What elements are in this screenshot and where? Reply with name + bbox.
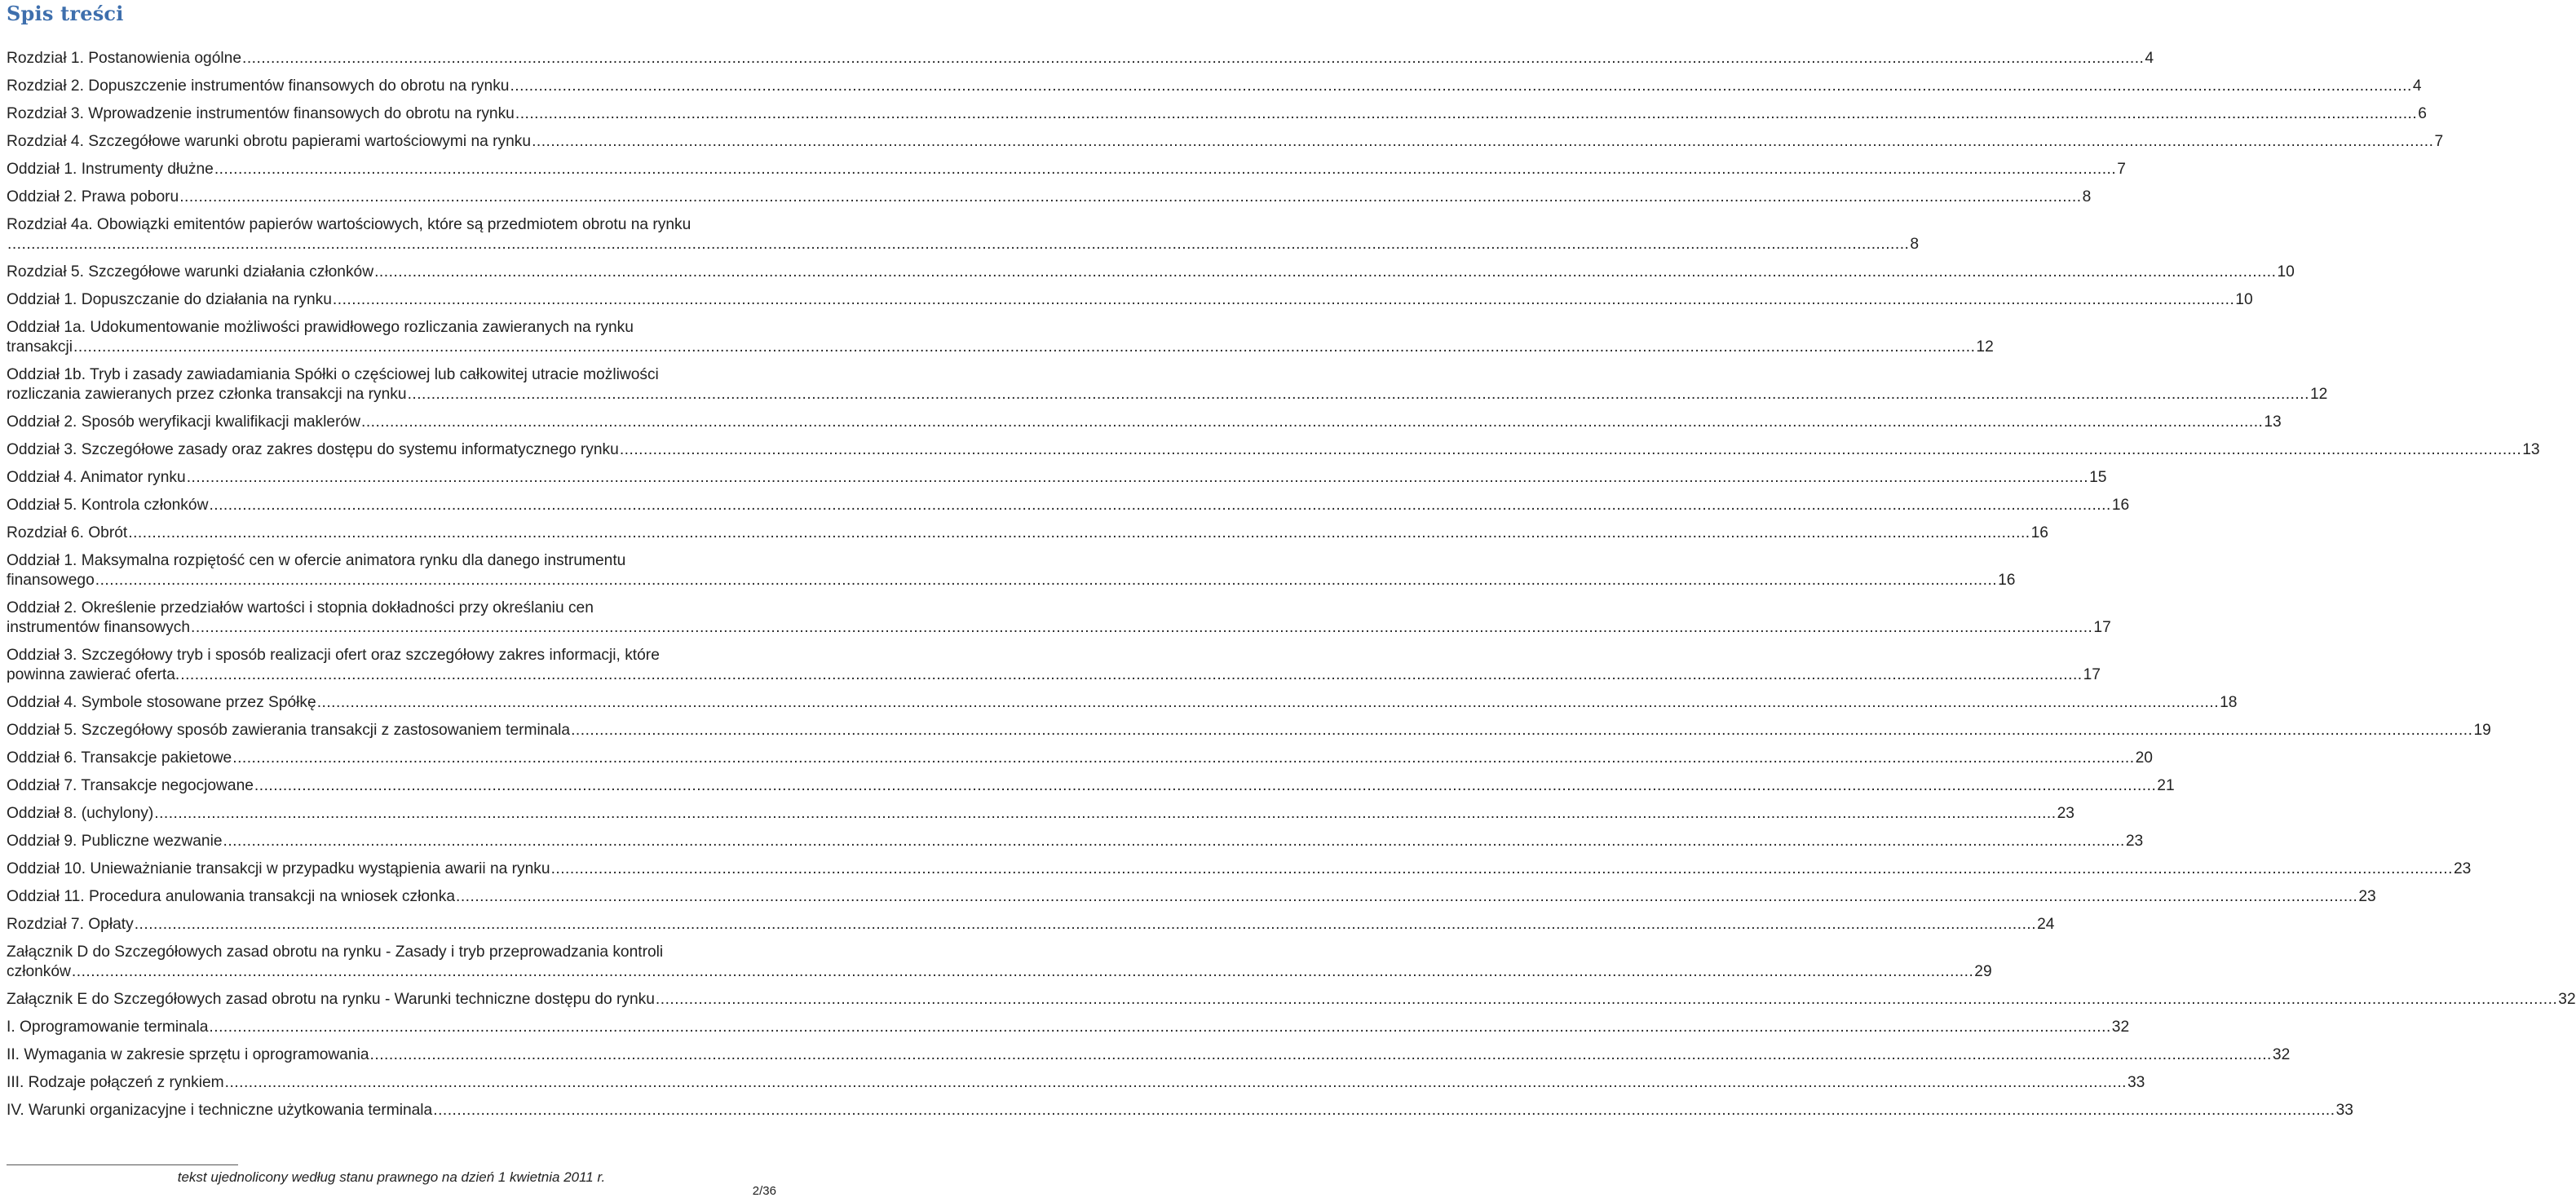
dot-leader: ................................................................................................................................................................................................................................................................................................................................................................................................................ xyxy=(361,413,2264,431)
toc-entry-line xyxy=(7,804,2074,824)
dot-leader: ................................................................................................................................................................................................................................................................................................................................................................................................................ xyxy=(209,1019,2111,1036)
page-title: Spis treści xyxy=(7,2,124,25)
toc-entry[interactable] xyxy=(7,413,2282,432)
toc-entry-title: Rozdział 2. Dopuszczenie instrumentów finansowych do obrotu na rynku xyxy=(7,77,510,95)
toc-entry-title: Oddział 5. Kontrola członków xyxy=(7,497,209,514)
toc-entry-title: Rozdział 4. Szczegółowe warunki obrotu papierami wartościowymi na rynku xyxy=(7,133,532,150)
toc-entry-line xyxy=(7,915,2055,935)
toc-entry[interactable] xyxy=(7,1073,2145,1093)
toc-entry[interactable] xyxy=(7,990,2576,1010)
toc-entry-line xyxy=(7,77,2422,96)
dot-leader: ................................................................................................................................................................................................................................................................................................................................................................................................................ xyxy=(433,1102,2335,1119)
dot-leader: ................................................................................................................................................................................................................................................................................................................................................................................................................ xyxy=(369,1046,2272,1063)
toc-entry-page: 12 xyxy=(2309,386,2328,403)
dot-leader: ................................................................................................................................................................................................................................................................................................................................................................................................................ xyxy=(232,749,2135,767)
toc-entry-line xyxy=(7,290,2253,310)
toc-entry-line xyxy=(7,263,2295,282)
toc-entry-page: 24 xyxy=(2037,916,2055,933)
toc-entry-title: Załącznik E do Szczegółowych zasad obrotu na rynku - Warunki techniczne dostępu do rynku xyxy=(7,991,655,1008)
toc-entry-line xyxy=(7,887,2376,907)
toc-entry-line xyxy=(7,749,2153,768)
toc-entry[interactable] xyxy=(7,776,2175,796)
toc-entry-page: 12 xyxy=(1976,338,1994,356)
toc-entry[interactable] xyxy=(7,599,2111,638)
toc-entry[interactable] xyxy=(7,1101,2353,1120)
dot-leader: ................................................................................................................................................................................................................................................................................................................................................................................................................ xyxy=(316,694,2220,711)
dot-leader: ................................................................................................................................................................................................................................................................................................................................................................................................................ xyxy=(456,888,2358,905)
toc-entry-line xyxy=(7,832,2144,851)
toc-entry-page: 4 xyxy=(2145,50,2154,67)
dot-leader: ................................................................................................................................................................................................................................................................................................................................................................................................................ xyxy=(73,338,1976,356)
toc-entry[interactable] xyxy=(7,49,2154,68)
toc-entry-line xyxy=(7,1073,2145,1093)
toc-entry-title: Oddział 3. Szczegółowe zasady oraz zakres dostępu do systemu informatycznego rynku xyxy=(7,441,619,458)
toc-entry[interactable] xyxy=(7,887,2376,907)
toc-entry-page: 13 xyxy=(2522,441,2540,458)
dot-leader: ................................................................................................................................................................................................................................................................................................................................................................................................................ xyxy=(550,860,2453,877)
toc-entry-title: Rozdział 7. Opłaty xyxy=(7,916,134,933)
toc-entry-title: Oddział 1a. Udokumentowanie możliwości prawidłowego rozliczania zawieranych na rynku xyxy=(7,319,634,336)
toc-entry-title: Oddział 2. Sposób weryfikacji kwalifikacji maklerów xyxy=(7,413,361,431)
toc-entry[interactable] xyxy=(7,77,2422,96)
toc-entry[interactable] xyxy=(7,160,2126,179)
toc-entry[interactable] xyxy=(7,915,2055,935)
toc-entry-line xyxy=(7,990,2576,1010)
toc-entry[interactable] xyxy=(7,1018,2130,1037)
toc-entry-page: 29 xyxy=(1974,963,1992,980)
dot-leader: ................................................................................................................................................................................................................................................................................................................................................................................................................ xyxy=(209,497,2111,514)
toc-entry-title: Oddział 5. Szczegółowy sposób zawierania transakcji z zastosowaniem terminala xyxy=(7,722,571,739)
toc-entry[interactable] xyxy=(7,860,2472,879)
toc-entry[interactable] xyxy=(7,132,2444,152)
toc-entry-title: powinna zawierać oferta. xyxy=(7,666,180,683)
toc-entry-title: Oddział 7. Transakcje negocjowane xyxy=(7,777,254,794)
toc-entry-page: 7 xyxy=(2434,133,2444,150)
toc-entry-title: transakcji xyxy=(7,338,73,356)
toc-entry-title: Oddział 2. Określenie przedziałów wartości i stopnia dokładności przy określaniu cen xyxy=(7,599,594,616)
footer-note: tekst ujednolicony według stanu prawnego na dzień 1 kwietnia 2011 r. xyxy=(177,1169,606,1185)
toc-entry[interactable] xyxy=(7,318,1994,357)
toc-entry-title: Oddział 10. Unieważnianie transakcji w przypadku wystąpienia awarii na rynku xyxy=(7,860,550,877)
toc-entry[interactable] xyxy=(7,365,2328,404)
toc-entry-line xyxy=(7,551,776,571)
toc-entry-line xyxy=(7,365,776,385)
toc-entry-title: Załącznik D do Szczegółowych zasad obrotu na rynku - Zasady i tryb przeprowadzania kontroli xyxy=(7,943,664,961)
toc-entry-title: Rozdział 1. Postanowienia ogólne xyxy=(7,50,241,67)
toc-entry-line xyxy=(7,318,776,338)
toc-entry-title: Rozdział 3. Wprowadzenie instrumentów finansowych do obrotu na rynku xyxy=(7,105,515,122)
toc-entry-title: Oddział 2. Prawa poboru xyxy=(7,188,179,205)
dot-leader: ................................................................................................................................................................................................................................................................................................................................................................................................................ xyxy=(154,805,2057,822)
toc-entry[interactable] xyxy=(7,440,2540,460)
toc-entry-page: 16 xyxy=(2030,524,2048,541)
toc-entry[interactable] xyxy=(7,496,2130,515)
toc-entry-line xyxy=(7,188,2092,207)
dot-leader: ................................................................................................................................................................................................................................................................................................................................................................................................................ xyxy=(242,50,2145,67)
toc-entry-page: 32 xyxy=(2272,1046,2291,1063)
dot-leader: ................................................................................................................................................................................................................................................................................................................................................................................................................ xyxy=(7,236,1910,253)
toc-entry-line xyxy=(7,524,2048,543)
toc-entry-line xyxy=(7,132,2444,152)
dot-leader: ................................................................................................................................................................................................................................................................................................................................................................................................................ xyxy=(407,386,2309,403)
toc-entry[interactable] xyxy=(7,721,2491,740)
toc-entry-title: Rozdział 4a. Obowiązki emitentów papierów wartościowych, które są przedmiotem obrotu na rynku xyxy=(7,216,691,233)
toc-entry-page: 4 xyxy=(2412,77,2422,95)
toc-entry-title: Oddział 11. Procedura anulowania transakcji na wniosek członka xyxy=(7,888,455,905)
toc-entry-page: 6 xyxy=(2418,105,2427,122)
toc-entry-page: 23 xyxy=(2057,805,2074,822)
toc-entry-title: Rozdział 5. Szczegółowe warunki działania członków xyxy=(7,263,374,281)
toc-entry-page: 23 xyxy=(2125,833,2144,850)
toc-entry-page: 23 xyxy=(2358,888,2376,905)
dot-leader: ................................................................................................................................................................................................................................................................................................................................................................................................................ xyxy=(374,263,2277,281)
dot-leader: ................................................................................................................................................................................................................................................................................................................................................................................................................ xyxy=(655,991,2558,1008)
toc-entry[interactable] xyxy=(7,1045,2291,1065)
toc-entry[interactable] xyxy=(7,104,2427,124)
toc-entry-title: instrumentów finansowych xyxy=(7,619,191,636)
toc-entry-line xyxy=(7,646,776,665)
page-number: 2/36 xyxy=(752,1184,776,1198)
dot-leader: ................................................................................................................................................................................................................................................................................................................................................................................................................ xyxy=(571,722,2473,739)
dot-leader: ................................................................................................................................................................................................................................................................................................................................................................................................................ xyxy=(515,105,2418,122)
toc-entry-line xyxy=(7,776,2175,796)
toc-entry-page: 17 xyxy=(2093,619,2111,636)
dot-leader: ................................................................................................................................................................................................................................................................................................................................................................................................................ xyxy=(191,619,2093,636)
toc-entry-page: 7 xyxy=(2117,161,2126,178)
toc-entry-line xyxy=(7,496,2130,515)
toc-entry-page: 23 xyxy=(2453,860,2472,877)
toc-entry-line xyxy=(7,235,1920,254)
toc-entry-line xyxy=(7,215,776,235)
toc-entry-line xyxy=(7,338,1994,357)
toc-entry-line xyxy=(7,1045,2291,1065)
dot-leader: ................................................................................................................................................................................................................................................................................................................................................................................................................ xyxy=(180,666,2083,683)
toc-entry-page: 16 xyxy=(1998,572,2016,589)
toc-entry-line xyxy=(7,1018,2130,1037)
toc-entry-title: Rozdział 6. Obrót xyxy=(7,524,128,541)
toc-entry-line xyxy=(7,104,2427,124)
dot-leader: ................................................................................................................................................................................................................................................................................................................................................................................................................ xyxy=(186,469,2089,486)
toc-entry-page: 8 xyxy=(1910,236,1920,253)
toc-entry[interactable] xyxy=(7,943,1992,982)
toc-entry-page: 10 xyxy=(2235,291,2253,308)
toc-entry-title: Oddział 8. (uchylony) xyxy=(7,805,154,822)
toc-entry-line xyxy=(7,860,2472,879)
toc-entry-page: 32 xyxy=(2558,991,2576,1008)
toc-entry-title: Oddział 6. Transakcje pakietowe xyxy=(7,749,232,767)
toc-entry-page: 18 xyxy=(2220,694,2238,711)
toc-entry[interactable] xyxy=(7,263,2295,282)
dot-leader: ................................................................................................................................................................................................................................................................................................................................................................................................................ xyxy=(214,161,2117,178)
dot-leader: ................................................................................................................................................................................................................................................................................................................................................................................................................ xyxy=(128,524,2030,541)
toc-entry-line xyxy=(7,413,2282,432)
toc-entry-line xyxy=(7,440,2540,460)
dot-leader: ................................................................................................................................................................................................................................................................................................................................................................................................................ xyxy=(332,291,2235,308)
toc-entry[interactable] xyxy=(7,188,2092,207)
toc-entry[interactable] xyxy=(7,832,2144,851)
toc-entry[interactable] xyxy=(7,749,2153,768)
toc-entry-line xyxy=(7,160,2126,179)
toc-entry-line xyxy=(7,693,2238,713)
toc-entry-title: Oddział 3. Szczegółowy tryb i sposób realizacji ofert oraz szczegółowy zakres informacji, które xyxy=(7,647,660,664)
toc-entry-title: I. Oprogramowanie terminala xyxy=(7,1019,209,1036)
dot-leader: ................................................................................................................................................................................................................................................................................................................................................................................................................ xyxy=(223,833,2125,850)
toc-entry-page: 33 xyxy=(2128,1074,2145,1091)
toc-entry-title: III. Rodzaje połączeń z rynkiem xyxy=(7,1074,224,1091)
toc-entry-title: Oddział 1. Maksymalna rozpiętość cen w ofercie animatora rynku dla danego instrumentu xyxy=(7,552,626,569)
footer-divider xyxy=(7,1164,238,1165)
toc-entry[interactable] xyxy=(7,468,2107,488)
toc-entry-title: Oddział 9. Publiczne wezwanie xyxy=(7,833,223,850)
toc-entry[interactable] xyxy=(7,646,2101,685)
dot-leader: ................................................................................................................................................................................................................................................................................................................................................................................................................ xyxy=(619,441,2522,458)
toc-entry-title: IV. Warunki organizacyjne i techniczne użytkowania terminala xyxy=(7,1102,433,1119)
toc-entry-title: Oddział 4. Animator rynku xyxy=(7,469,186,486)
toc-entry-line xyxy=(7,962,1992,982)
toc-entry-page: 33 xyxy=(2335,1102,2353,1119)
dot-leader: ................................................................................................................................................................................................................................................................................................................................................................................................................ xyxy=(179,188,2082,205)
toc-entry-page: 20 xyxy=(2135,749,2153,767)
toc-entry-title: Oddział 1. Instrumenty dłużne xyxy=(7,161,214,178)
toc-entry-line xyxy=(7,385,2328,404)
toc-entry-line xyxy=(7,665,2101,685)
toc-entry[interactable] xyxy=(7,693,2238,713)
toc-entry-line xyxy=(7,721,2491,740)
toc-entry-line xyxy=(7,468,2107,488)
dot-leader: ................................................................................................................................................................................................................................................................................................................................................................................................................ xyxy=(510,77,2412,95)
dot-leader: ................................................................................................................................................................................................................................................................................................................................................................................................................ xyxy=(224,1074,2127,1091)
dot-leader: ................................................................................................................................................................................................................................................................................................................................................................................................................ xyxy=(134,916,2037,933)
toc-entry-page: 16 xyxy=(2111,497,2130,514)
toc-entry-page: 17 xyxy=(2083,666,2101,683)
toc-entry-line xyxy=(7,943,776,962)
toc-entry[interactable] xyxy=(7,290,2253,310)
toc-entry-page: 19 xyxy=(2473,722,2491,739)
toc-entry-title: członków xyxy=(7,963,71,980)
toc-entry-line xyxy=(7,49,2154,68)
toc-entry-line xyxy=(7,618,2111,638)
toc-entry-page: 32 xyxy=(2111,1019,2130,1036)
toc-entry[interactable] xyxy=(7,215,1920,254)
toc-entry-title: finansowego xyxy=(7,572,95,589)
toc-entry-page: 10 xyxy=(2277,263,2295,281)
toc-entry-page: 15 xyxy=(2089,469,2107,486)
toc-entry-page: 8 xyxy=(2082,188,2092,205)
toc-entry[interactable] xyxy=(7,804,2074,824)
toc-entry-title: Oddział 1. Dopuszczanie do działania na rynku xyxy=(7,291,332,308)
dot-leader: ................................................................................................................................................................................................................................................................................................................................................................................................................ xyxy=(71,963,1974,980)
toc-entry-title: rozliczania zawieranych przez członka transakcji na rynku xyxy=(7,386,407,403)
toc-entry[interactable] xyxy=(7,524,2048,543)
dot-leader: ................................................................................................................................................................................................................................................................................................................................................................................................................ xyxy=(532,133,2434,150)
toc-entry-title: Oddział 4. Symbole stosowane przez Spółkę xyxy=(7,694,316,711)
toc-entry-line xyxy=(7,571,2016,590)
toc-entry-title: Oddział 1b. Tryb i zasady zawiadamiania Spółki o częściowej lub całkowitej utracie możliwości xyxy=(7,366,659,383)
toc-entry-line xyxy=(7,1101,2353,1120)
toc-entry[interactable] xyxy=(7,551,2016,590)
toc-entry-title: II. Wymagania w zakresie sprzętu i oprogramowania xyxy=(7,1046,369,1063)
toc-entry-line xyxy=(7,599,776,618)
toc-entry-page: 21 xyxy=(2157,777,2175,794)
toc-entry-page: 13 xyxy=(2264,413,2282,431)
dot-leader: ................................................................................................................................................................................................................................................................................................................................................................................................................ xyxy=(254,777,2157,794)
dot-leader: ................................................................................................................................................................................................................................................................................................................................................................................................................ xyxy=(95,572,1998,589)
